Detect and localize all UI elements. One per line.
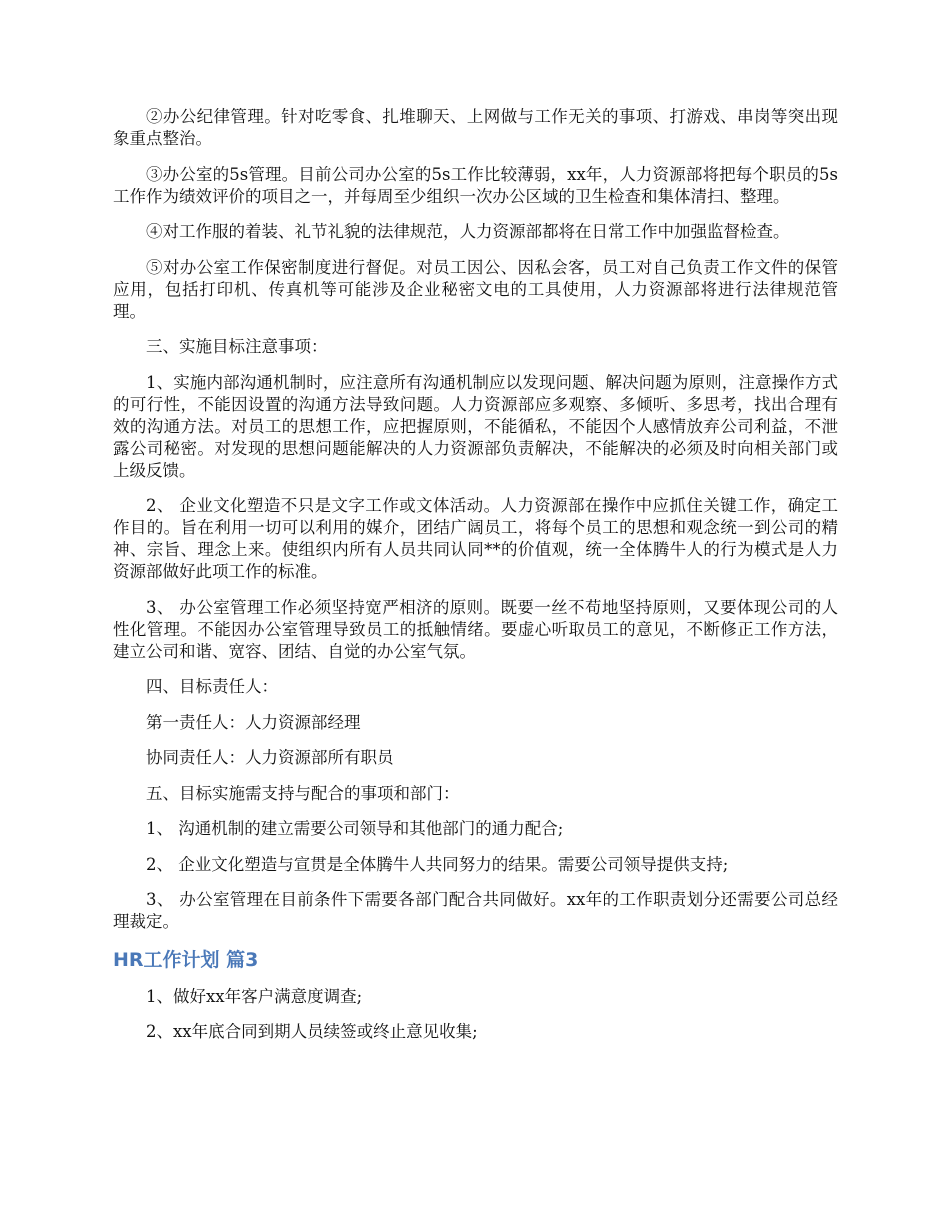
paragraph: 2、 企业文化塑造不只是文字工作或文体活动。人力资源部在操作中应抓住关键工作，确定工作目的。旨在利用一切可以利用的媒介，团结广阔员工，将每个员工的思想和观念统一到公司的精神、宗旨、理念上来。使组织内所有人员共同认同**的价值观，统一全体腾牛人的行为模式是人力资源部做好此项工作的标准。 (113, 496, 838, 581)
list-item: 1、做好xx年客户满意度调查; (146, 986, 363, 1006)
paragraph: ③办公室的5s管理。目前公司办公室的5s工作比较薄弱，xx年，人力资源部将把每个职员的5s工作作为绩效评价的项目之一，并每周至少组织一次办公区域的卫生检查和集体清扫、整理。 (113, 164, 838, 206)
paragraph: ④对工作服的着装、礼节礼貌的法律规范，人力资源部都将在日常工作中加强监督检查。 (146, 222, 790, 241)
section-subheading: 三、实施目标注意事项： (146, 337, 328, 356)
list-item: 2、xx年底合同到期人员续签或终止意见收集; (146, 1022, 478, 1041)
paragraph: ⑤对办公室工作保密制度进行督促。对员工因公、因私会客，员工对自己负责工作文件的保管应用，包括打印机、传真机等可能涉及企业秘密文电的工具使用，人力资源部将进行法律规范管理。 (113, 257, 838, 321)
section-subheading: 五、目标实施需支持与配合的事项和部门： (146, 783, 460, 803)
paragraph: 第一责任人：人力资源部经理 (146, 712, 361, 732)
list-item: 3、 办公室管理在目前条件下需要各部门配合共同做好。xx年的工作职责划分还需要公司总经理裁定。 (113, 890, 838, 931)
list-item: 2、 企业文化塑造与宣贯是全体腾牛人共同努力的结果。需要公司领导提供支持; (146, 854, 729, 874)
list-item: 1、 沟通机制的建立需要公司领导和其他部门的通力配合; (146, 819, 564, 838)
paragraph: 3、 办公室管理工作必须坚持宽严相济的原则。既要一丝不苟地坚持原则，又要体现公司的人性化管理。不能因办公室管理导致员工的抵触情绪。要虚心听取员工的意见，不断修正工作方法，建立公司和谐、宽容、团结、自觉的办公室气氛。 (113, 597, 838, 661)
document-page (113, 106, 838, 1057)
section-heading: HR工作计划 篇3 (113, 948, 259, 971)
paragraph: ②办公纪律管理。针对吃零食、扎堆聊天、上网做与工作无关的事项、打游戏、串岗等突出现象重点整治。 (113, 107, 838, 148)
section-subheading: 四、目标责任人： (146, 677, 278, 696)
paragraph: 协同责任人：人力资源部所有职员 (146, 748, 394, 767)
paragraph: 1、实施内部沟通机制时，应注意所有沟通机制应以发现问题、解决问题为原则，注意操作方式的可行性，不能因设置的沟通方法导致问题。人力资源部应多观察、多倾听、多思考，找出合理有效的沟通方法。对员工的思想工作，应把握原则，不能循私，不能因个人感情放弃公司利益，不泄露公司秘密。对发现的思想问题能解决的人力资源部负责解决，不能解决的必须及时向相关部门或上级反馈。 (113, 372, 838, 480)
